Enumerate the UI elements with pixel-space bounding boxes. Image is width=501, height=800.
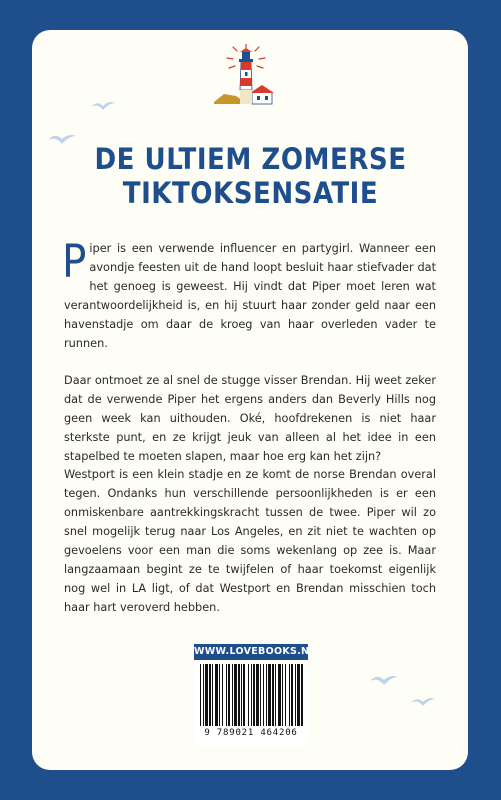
barcode-bar bbox=[301, 664, 303, 726]
barcode-bar bbox=[215, 664, 218, 726]
barcode-bar bbox=[232, 664, 233, 726]
drop-cap: P bbox=[62, 235, 87, 288]
barcode-bar bbox=[295, 664, 296, 726]
isbn-barcode bbox=[194, 662, 308, 746]
seagull-icon bbox=[410, 694, 436, 708]
barcode-bar bbox=[219, 664, 220, 726]
barcode-bar bbox=[241, 664, 242, 726]
barcode-bar bbox=[272, 664, 274, 726]
lighthouse-icon bbox=[206, 44, 286, 116]
blurb-paragraph-3: Westport is een klein stadje en ze komt de norse Brendan overal tegen. Ondanks hun verschillende persoonlijkheden is er een onmiskenbare aantrekkingskracht tussen de twee. Piper wil zo snel mogelijk terug naar Los Angeles, en zit niet te wachten op gevoelens voor een man die soms wekenlang op zee is. Maar langzaamaan begint ze te twijfelen of haar toekomst eigenlijk nog wel in LA ligt, of dat Westport en Brendan misschien toch haar hart veroverd hebben. bbox=[64, 468, 436, 614]
barcode-bar bbox=[205, 664, 208, 726]
barcode-bar bbox=[282, 664, 283, 726]
barcode-bar bbox=[203, 664, 204, 726]
cover-title-line-2: TIKTOKSENSATIE bbox=[122, 176, 379, 210]
barcode-bar bbox=[243, 664, 245, 726]
seagull-icon bbox=[369, 671, 399, 687]
barcode-bar bbox=[222, 664, 223, 726]
barcode-bar bbox=[266, 664, 267, 726]
isbn-digits: 9 789021 464206 bbox=[204, 728, 298, 738]
barcode-bar bbox=[234, 664, 237, 726]
barcode-bar bbox=[291, 664, 293, 726]
publisher-url[interactable]: WWW.LOVEBOOKS.NL bbox=[194, 644, 308, 660]
barcode-bar bbox=[260, 664, 261, 726]
blurb-paragraph-1 bbox=[62, 235, 436, 353]
barcode-bar bbox=[285, 664, 286, 726]
barcode-icon bbox=[198, 664, 304, 726]
cover-title-line-1: DE ULTIEM ZOMERSE bbox=[94, 142, 407, 176]
barcode-bar bbox=[226, 664, 227, 726]
blurb-paragraph-2: Daar ontmoet ze al snel de stugge visser Brendan. Hij weet zeker dat de verwende Piper het ergens anders dan Beverly Hills nog geen week kan uithouden. Oké, hoofdrekenen is niet haar sterkste punt, en ze krijgt jeuk van alleen al het idee in een stapelbed te moeten slapen, maar hoe erg kan het zijn? bbox=[64, 374, 436, 463]
barcode-bar bbox=[209, 664, 211, 726]
barcode-bar bbox=[238, 664, 240, 726]
barcode-bar bbox=[251, 664, 252, 726]
barcode-bar bbox=[297, 664, 300, 726]
barcode-bar bbox=[263, 664, 264, 726]
barcode-bar bbox=[268, 664, 271, 726]
barcode-bar bbox=[253, 664, 255, 726]
barcode-bar bbox=[228, 664, 230, 726]
barcode-bar bbox=[212, 664, 213, 726]
barcode-bar bbox=[248, 664, 249, 726]
barcode-bar bbox=[256, 664, 259, 726]
seagull-icon bbox=[90, 98, 116, 112]
barcode-bar bbox=[200, 664, 201, 726]
blurb-paragraph-1-text: iper is een verwende influencer en partygirl. Wanneer een avondje feesten uit de hand loopt besluit haar stiefvader dat het genoeg is geweest. Hij vindt dat Piper moet leren wat verantwoordelijkheid is, en hij stuurt haar zonder geld naar een havenstadje om daar de kroeg van haar overleden vader te runnen. bbox=[64, 242, 436, 350]
barcode-bar bbox=[278, 664, 281, 726]
barcode-bar bbox=[275, 664, 276, 726]
barcode-bar bbox=[289, 664, 290, 726]
